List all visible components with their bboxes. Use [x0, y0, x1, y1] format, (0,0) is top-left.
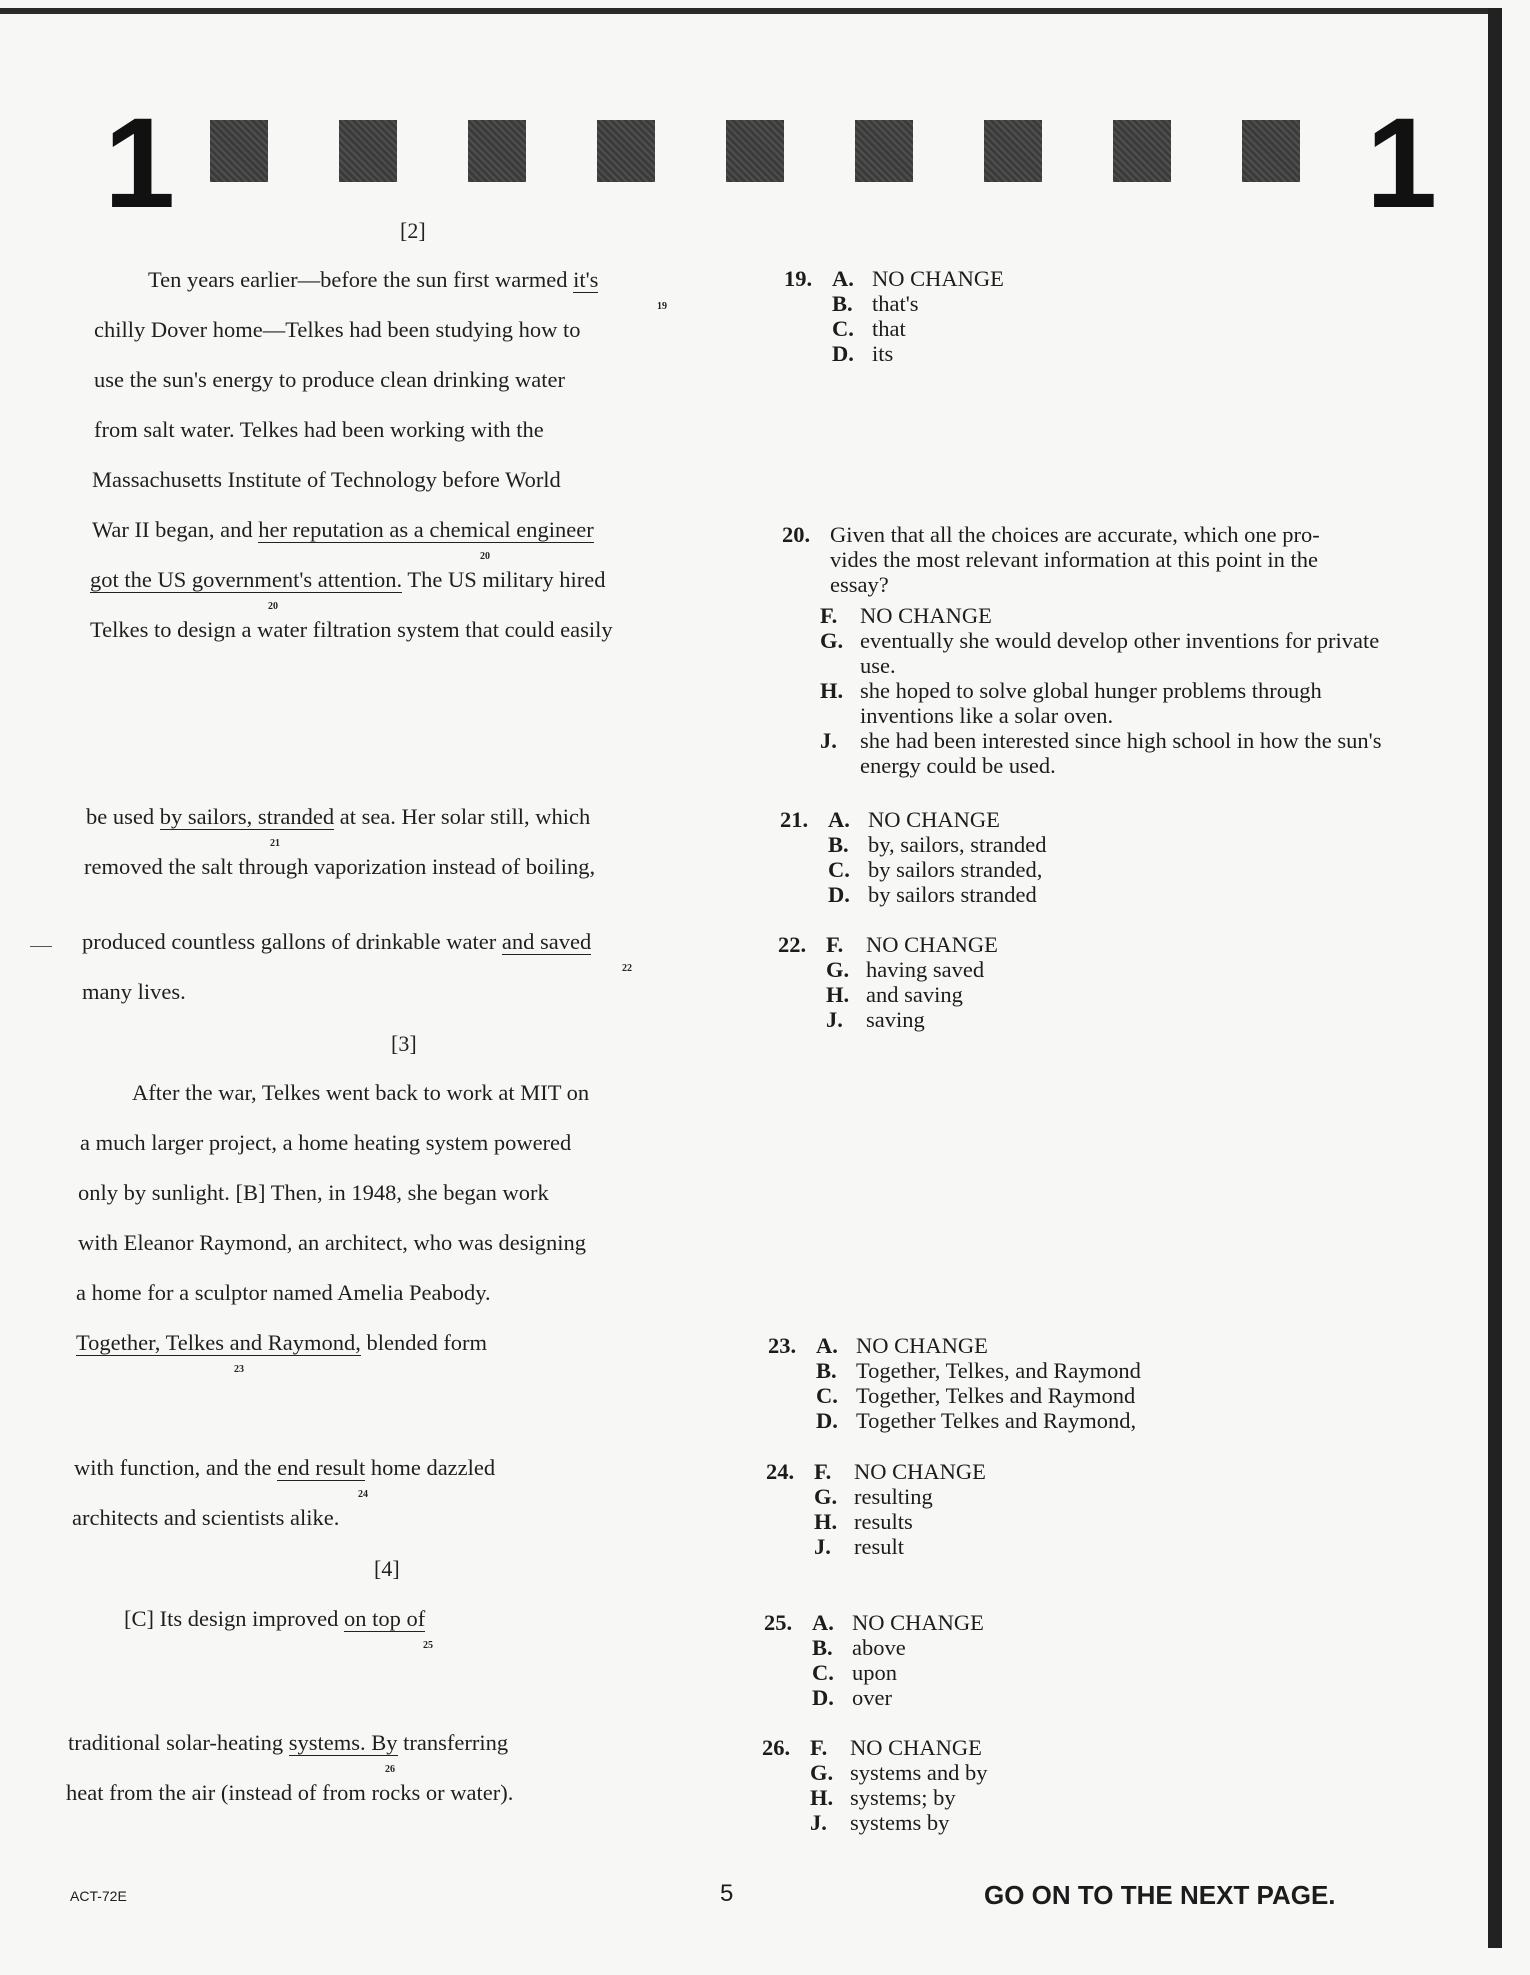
underline-number-26: 26: [385, 1764, 395, 1775]
underline-number-22: 22: [622, 963, 632, 974]
option-text[interactable]: NO CHANGE: [860, 603, 992, 628]
option-text[interactable]: above: [852, 1635, 906, 1660]
option-text[interactable]: she had been interested since high school in how the sun's energy could be used.: [860, 728, 1382, 778]
go-on-notice: GO ON TO THE NEXT PAGE.: [984, 1880, 1336, 1910]
header-square: [726, 120, 784, 182]
option-letter: A.: [832, 266, 854, 291]
option-text[interactable]: NO CHANGE: [850, 1735, 982, 1760]
option-text[interactable]: NO CHANGE: [856, 1333, 988, 1358]
header-square: [1242, 120, 1300, 182]
question-26: 26. F. NO CHANGE G. systems and by H. systems; by J. systems by: [762, 1735, 988, 1835]
passage-line: only by sunlight. [B] Then, in 1948, she began work: [78, 1180, 549, 1205]
passage-line: a much larger project, a home heating system powered: [80, 1130, 572, 1155]
passage-line: produced countless gallons of drinkable water and saved: [82, 929, 592, 954]
question-23: 23. A. NO CHANGE B. Together, Telkes, and Raymond C. Together, Telkes and Raymond D. Together Telkes and Raymond,: [768, 1333, 1141, 1433]
underlined-phrase-19: it's: [573, 267, 599, 292]
option-text[interactable]: NO CHANGE: [866, 932, 998, 957]
underlined-phrase-24: end result: [277, 1455, 366, 1480]
option-text[interactable]: eventually she would develop other inventions for private use.: [860, 628, 1380, 678]
passage-line: War II began, and her reputation as a chemical engineer: [92, 517, 594, 542]
header-square: [984, 120, 1042, 182]
passage-line: with function, and the end result home dazzled: [74, 1455, 496, 1480]
question-21: 21. A. NO CHANGE B. by, sailors, stranded C. by sailors stranded, D. by sailors stranded: [780, 807, 1047, 907]
option-text[interactable]: over: [852, 1685, 892, 1710]
option-text[interactable]: results: [854, 1509, 913, 1534]
underline-number-23: 23: [234, 1364, 244, 1375]
header-square: [597, 120, 655, 182]
option-text[interactable]: NO CHANGE: [872, 266, 1004, 291]
underlined-phrase-20: her reputation as a chemical engineer: [258, 517, 594, 542]
option-text[interactable]: by, sailors, stranded: [868, 832, 1047, 857]
passage-line: be used by sailors, stranded at sea. Her solar still, which: [86, 804, 591, 829]
option-text[interactable]: Together, Telkes and Raymond: [856, 1383, 1136, 1408]
underlined-phrase-20-cont: got the US government's attention.: [90, 567, 403, 592]
passage-line: with Eleanor Raymond, an architect, who was designing: [78, 1230, 586, 1255]
header-square: [855, 120, 913, 182]
passage-line: got the US government's attention. The US military hired: [90, 567, 606, 592]
option-text[interactable]: she hoped to solve global hunger problems through inventions like a solar oven.: [860, 678, 1322, 728]
passage-line: heat from the air (instead of from rocks or water).: [66, 1780, 514, 1805]
option-text[interactable]: systems and by: [850, 1760, 988, 1785]
option-text[interactable]: upon: [852, 1660, 897, 1685]
underline-number-20: 20: [480, 551, 490, 562]
passage-line: [C] Its design improved on top of: [124, 1606, 426, 1631]
header-square: [210, 120, 268, 182]
option-text[interactable]: its: [872, 341, 894, 366]
header-square: [1113, 120, 1171, 182]
header-square: [339, 120, 397, 182]
paragraph-label-2: [2]: [400, 218, 426, 243]
option-text[interactable]: systems by: [850, 1810, 950, 1835]
passage-line: After the war, Telkes went back to work at MIT on: [132, 1080, 590, 1105]
underline-number-25: 25: [423, 1640, 433, 1651]
option-text[interactable]: by sailors stranded,: [868, 857, 1043, 882]
passage-line: removed the salt through vaporization instead of boiling,: [84, 854, 596, 879]
underlined-phrase-21: by sailors, stranded: [159, 804, 335, 829]
option-text[interactable]: by sailors stranded: [868, 882, 1037, 907]
passage-line: use the sun's energy to produce clean drinking water: [94, 367, 565, 392]
passage-line: Together, Telkes and Raymond, blended form: [76, 1330, 488, 1355]
option-text[interactable]: that: [872, 316, 906, 341]
option-text[interactable]: NO CHANGE: [854, 1459, 986, 1484]
margin-mark: [30, 946, 52, 947]
underlined-phrase-22: and saved: [501, 929, 592, 954]
question-25: 25. A. NO CHANGE B. above C. upon D. over: [764, 1610, 984, 1710]
underlined-phrase-23: Together, Telkes and Raymond,: [76, 1330, 361, 1355]
option-text[interactable]: Together Telkes and Raymond,: [856, 1408, 1137, 1433]
underlined-phrase-25: on top of: [343, 1606, 426, 1631]
option-text[interactable]: result: [854, 1534, 904, 1559]
page-right-rule: [1488, 8, 1502, 1948]
option-text[interactable]: saving: [866, 1007, 925, 1032]
passage-line: architects and scientists alike.: [72, 1505, 340, 1530]
page-top-rule: [0, 8, 1502, 14]
option-text[interactable]: and saving: [866, 982, 963, 1007]
underline-number-21: 21: [270, 838, 280, 849]
section-number-left: 1: [104, 92, 176, 235]
option-text[interactable]: NO CHANGE: [868, 807, 1000, 832]
passage-line: Telkes to design a water filtration system that could easily: [90, 617, 613, 642]
passage-line: traditional solar-heating systems. By transferring: [68, 1730, 509, 1755]
option-text[interactable]: Together, Telkes, and Raymond: [856, 1358, 1141, 1383]
option-text[interactable]: resulting: [854, 1484, 933, 1509]
passage-line: from salt water. Telkes had been working with the: [94, 417, 544, 442]
paragraph-label-3: [3]: [391, 1031, 417, 1056]
section-number-right: 1: [1366, 92, 1438, 235]
question-24: 24. F. NO CHANGE G. resulting H. results J. result: [766, 1459, 986, 1559]
paragraph-label-4: [4]: [374, 1556, 400, 1581]
option-text[interactable]: that's: [872, 291, 919, 316]
passage-line: Ten years earlier—before the sun first warmed it's: [148, 267, 599, 292]
option-text[interactable]: NO CHANGE: [852, 1610, 984, 1635]
form-code: ACT-72E: [70, 1888, 127, 1904]
header-square: [468, 120, 526, 182]
underline-number-24: 24: [358, 1489, 368, 1500]
option-text[interactable]: systems; by: [850, 1785, 956, 1810]
underlined-phrase-26: systems. By: [288, 1730, 398, 1755]
passage-line: a home for a sculptor named Amelia Peabody.: [76, 1280, 491, 1305]
passage-line: Massachusetts Institute of Technology before World: [92, 467, 561, 492]
question-20: 20. Given that all the choices are accurate, which one pro- vides the most relevant information at this point in the essay? F. NO CHANGE G. eventually she would develop other inventions for private use. H. she hoped to solve global hunger problems through inventions like a solar oven. J. she had been interested since high school in how the sun's energy could be used.: [782, 522, 1422, 778]
underline-number-19: 19: [657, 301, 667, 312]
page-number: 5: [720, 1880, 734, 1907]
passage-line: many lives.: [82, 979, 186, 1004]
question-19: 19. A. NO CHANGE B. that's C. that D. its: [784, 266, 1004, 366]
passage-line: chilly Dover home—Telkes had been studying how to: [94, 317, 581, 342]
question-22: 22. F. NO CHANGE G. having saved H. and saving J. saving: [778, 932, 998, 1032]
option-text[interactable]: having saved: [866, 957, 985, 982]
underline-number-20: 20: [268, 601, 278, 612]
